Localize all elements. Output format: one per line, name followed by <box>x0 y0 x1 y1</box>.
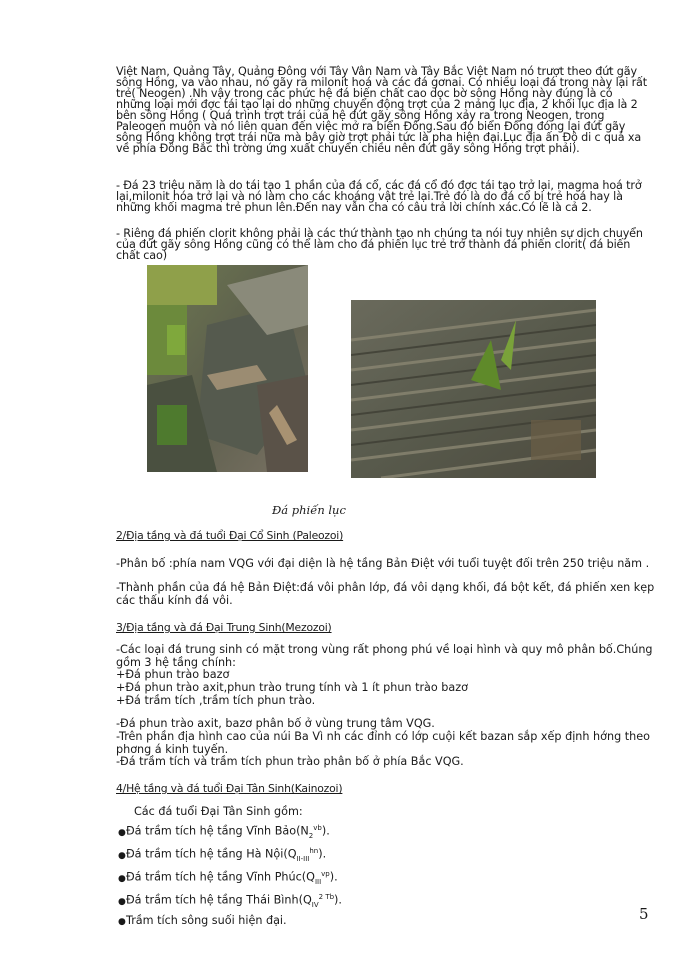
section-3-item-2: +Đá phun trào axit,phun trào trung tính và 1 ít phun trào bazơ <box>116 681 468 694</box>
list-item: ●Đá trầm tích hệ tầng Vĩnh $Phúc(Q_{III}^{vp})$. <box>118 869 338 886</box>
bullet-icon: ● <box>118 916 126 927</box>
section-3-item-3: +Đá trầm tích ,trầm tích phun trào. <box>116 694 316 707</box>
figure-caption: Đá phiến lục <box>272 503 346 517</box>
section-4-intro: Các đá tuổi Đại Tân Sinh gồm: <box>134 805 303 818</box>
list-item: ●Đá trầm tích hệ tầng Thái $Bình(Q_{IV}^{2 Tb})$. <box>118 892 342 909</box>
bullet-icon: ● <box>118 850 126 861</box>
list-item: ●Đá trầm tích hệ tầng Vĩnh $Bảo(N_2^{vb})$. <box>118 824 330 840</box>
section-4-list <box>118 821 342 930</box>
section-2-paragraph-2: -Thành phần của đá hệ Bản Điệt:đá vôi phân lớp, đá vôi dạng khối, đá bột kết, đá phiến xen kẹp các thấu kính đá vôi. <box>116 581 655 607</box>
section-3-paragraph-1: -Các loại đá trung sinh có mặt trong vùng rất phong phú về loại hình và quy mô phân bố.Chúng gồm 3 hệ tầng chính: <box>116 643 653 669</box>
bullet-icon: ● <box>118 827 126 838</box>
bullet-icon: ● <box>118 873 126 884</box>
section-3-detail-1: -Đá phun trào axit, bazơ phân bố ở vùng trung tâm VQG. <box>116 717 435 730</box>
section-3-detail-3: -Đá trầm tích và trầm tích phun trào phân bố ở phía Bắc VQG. <box>116 755 464 768</box>
intro-paragraph-3: - Riêng đá phiến clorit không phải là các thứ thành tạo nh chúng ta nói tuy nhiên sự dịch chuyển của đứt gãy sông Hồng cũng có thể làm cho đá phiến lục trẻ trở thành đá phiến clorit( đá biến chất cao) <box>116 227 643 262</box>
section-3-heading: 3/Địa tầng và đá Đại Trung Sinh(Mezozoi) <box>116 621 332 634</box>
page-number: 5 <box>639 905 649 923</box>
rock-photo-right <box>351 300 596 478</box>
list-item: ●Đá trầm tích hệ tầng Hà $Nội(Q_{II-III}^{hn})$. <box>118 846 327 863</box>
section-2-paragraph-1: -Phân bố :phía nam VQG với đại diện là hệ tầng Bản Điệt với tuổi tuyệt đối trên 250 triệu năm . <box>116 557 650 570</box>
intro-paragraph-1: Việt Nam, Quảng Tây, Quảng Đông với Tây Vân Nam và Tây Bắc Việt Nam nó trượt theo đứt gãy sông Hồng, va vào nhau, nó gãy ra milonit hoá và các đá gơnai. Có nhiều loại đá trong này lại rất trẻ( Neogen) .Nh vậy trong các phức hệ đá biến chất cao dọc bờ sông Hồng này đúng là có những loại mới đợc tái tạo lại do những chuyển động trợt của 2 mảng lục địa, 2 khối lục địa là 2 bên sông Hồng ( Quá trình trợt trái của hệ đứt gãy sông Hồng xảy ra trong Neogen, trong Paleogen muộn và nó liên quan đến việc mở ra biển Đông.Sau đó biển Đông đóng lại đứt gãy sông Hồng không trợt trái nữa mà bây giờ trợt phải tức là pha hiện đại.Lục địa ấn Độ di c quá xa về phía Đông Bắc thì trờng ứng xuất chuyển chiều nên đứt gãy sông Hồng trợt phải). <box>116 65 647 155</box>
bullet-icon: ● <box>118 896 126 907</box>
intro-paragraph-2: - Đá 23 triệu năm là do tái tạo 1 phần của đá cổ, các đá cổ đó đợc tái tạo trở lại, magma hoá trở lại,milonit hóa trở lại và nó làm cho các khoáng vật trẻ lại.Trẻ đó là do đá cổ bị trẻ hoá hay là những khối magma trẻ phun lên.Đến nay vẫn cha có câu trả lời chính xác.Có lẽ là cả 2. <box>116 179 642 214</box>
section-2-heading: 2/Địa tầng và đá tuổi Đại Cổ Sinh (Paleozoi) <box>116 529 344 542</box>
section-3-item-1: +Đá phun trào bazơ <box>116 668 230 681</box>
section-4-heading: 4/Hệ tầng và đá tuổi Đại Tân Sinh(Kainozoi) <box>116 782 343 795</box>
section-3-detail-2: -Trên phần địa hình cao của núi Ba Vì nh các đỉnh có lớp cuội kết bazan sắp xếp định hớng theo phơng á kinh tuyến. <box>116 730 650 756</box>
rock-photo-left <box>147 265 308 472</box>
list-item: ●Trầm tích sông suối hiện đại. <box>118 913 342 930</box>
